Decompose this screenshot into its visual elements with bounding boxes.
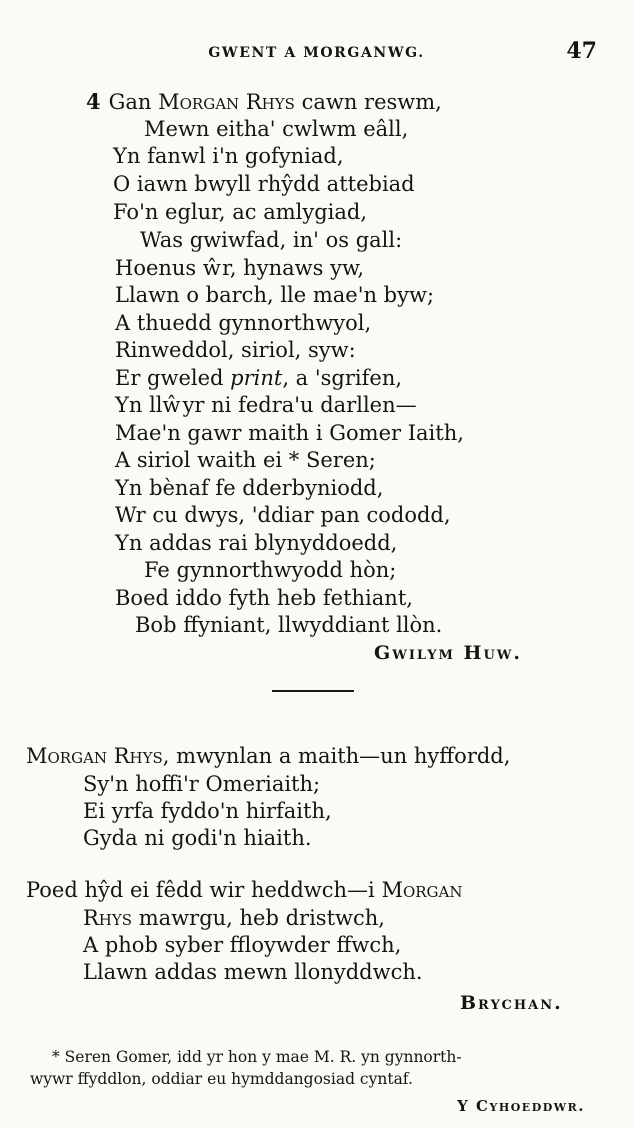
footnote [30, 1046, 610, 1090]
page-number: 47 [566, 38, 597, 64]
verse-line: Fe gynnorthwyodd hòn; [144, 558, 397, 582]
verse-line: Was gwiwfad, in' os gall: [140, 228, 403, 252]
verse-line: Llawn o barch, lle mae'n byw; [115, 283, 435, 307]
verse-line: Hoenus ŵr, hynaws yw, [115, 256, 365, 280]
verse-line: Boed iddo fyth heb fethiant, [115, 586, 413, 610]
person-name: Morgan Rhys [26, 744, 163, 768]
verse-line: Yn llŵyr ni fedra'u darllen— [115, 393, 417, 417]
verse-line: O iawn bwyll rhŷdd attebiad [113, 172, 415, 196]
person-name: Morgan [381, 878, 463, 902]
verse-line: Morgan Rhys, mwynlan a maith—un hyffordd, [26, 744, 511, 768]
verse-line: Poed hŷd ei fêdd wir heddwch—i Morgan [26, 878, 463, 902]
verse-line: Yn bènaf fe dderbyniodd, [115, 476, 384, 500]
verse-line: Mae'n gawr maith i Gomer Iaith, [115, 421, 464, 445]
footnote-line: * Seren Gomer, idd yr hon y mae M. R. yn gynnorth- [52, 1048, 462, 1066]
verse-line: A siriol waith ei * Seren; [115, 448, 376, 472]
signature-publisher: Y Cyhoeddwr. [457, 1097, 585, 1115]
verse-line: A thuedd gynnorthwyol, [115, 311, 372, 335]
signature-gwilym-huw: Gwilym Huw. [374, 642, 523, 664]
verse-line: Rhys mawrgu, heb dristwch, [83, 906, 385, 930]
stanza-number: 4 [86, 89, 101, 114]
verse-line: Yn addas rai blynyddoedd, [115, 531, 398, 555]
section-divider [272, 690, 354, 692]
verse-line: Ei yrfa fyddo'n hirfaith, [83, 799, 332, 823]
verse-line: 4 Gan Morgan Rhys cawn reswm, [86, 89, 442, 114]
verse-line: Llawn addas mewn llonyddwch. [83, 960, 423, 984]
verse-line: Sy'n hoffi'r Omeriaith; [83, 772, 321, 796]
verse-line: Bob ffyniant, llwyddiant llòn. [135, 613, 443, 637]
verse-line: Yn fanwl i'n gofyniad, [113, 144, 344, 168]
person-name: Morgan Rhys [158, 90, 295, 114]
running-head: GWENT A MORGANWG. [208, 45, 425, 61]
signature-brychan: Brychan. [460, 992, 563, 1014]
verse-line: Rinweddol, siriol, syw: [115, 338, 356, 362]
verse-line: Fo'n eglur, ac amlygiad, [113, 200, 367, 224]
verse-line: Gyda ni godi'n hiaith. [83, 826, 312, 850]
footnote-line: wywr ffyddlon, oddiar eu hymddangosiad cyntaf. [30, 1070, 413, 1088]
verse-line: A phob syber ffloywder ffwch, [83, 933, 402, 957]
verse-line: Wr cu dwys, 'ddiar pan cododd, [115, 503, 451, 527]
person-name: Rhys [83, 906, 133, 930]
verse-line: Er gweled print, a 'sgrifen, [115, 366, 403, 390]
verse-line: Mewn eitha' cwlwm eâll, [144, 117, 409, 141]
